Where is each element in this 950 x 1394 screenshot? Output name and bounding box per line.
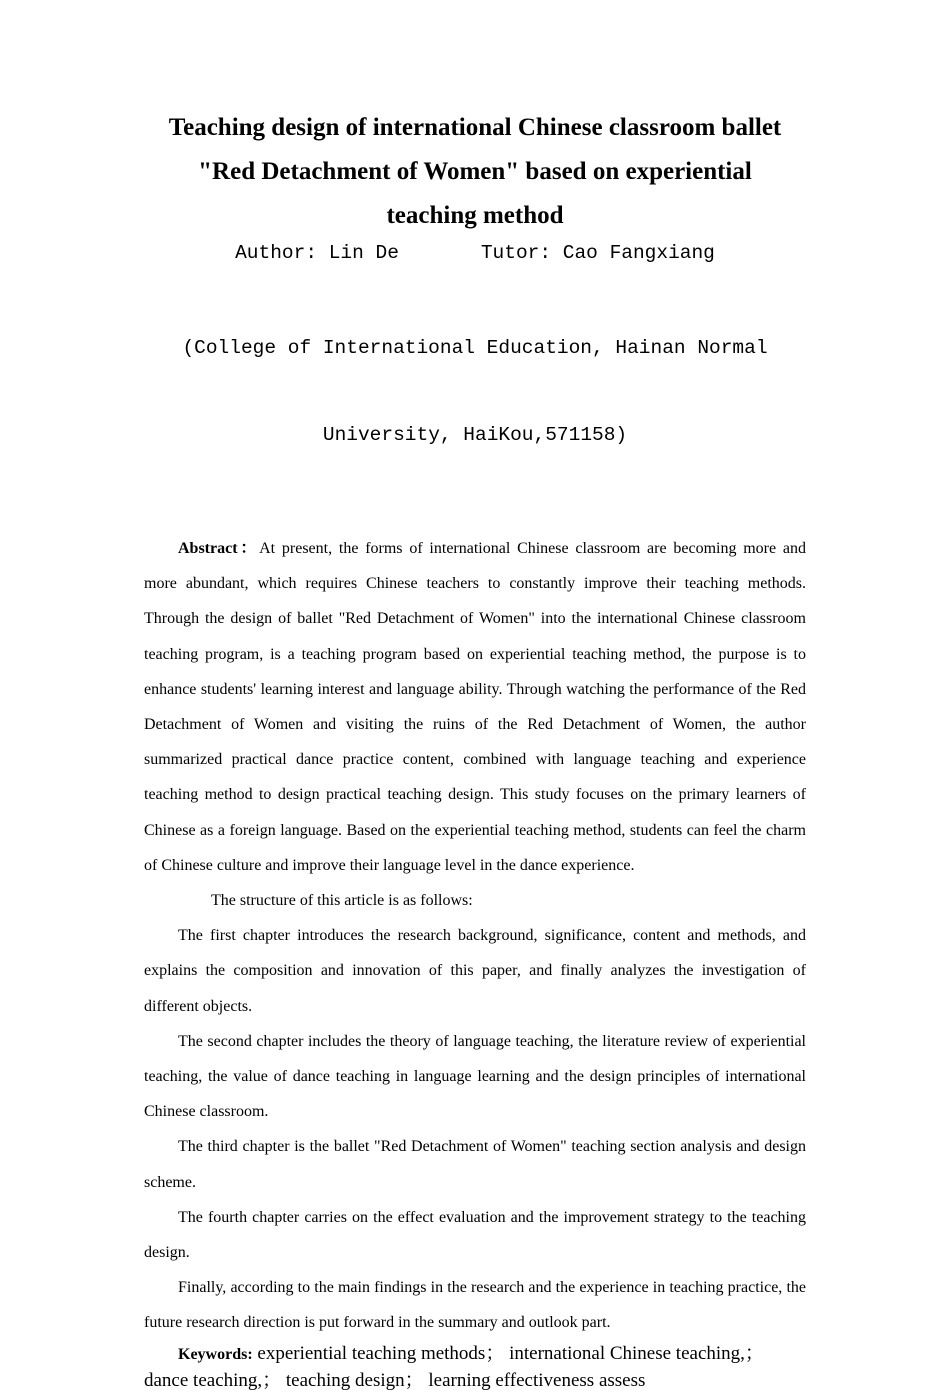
abstract-label: Abstract：: [178, 540, 260, 557]
abstract-section: [144, 531, 806, 1341]
affiliation-line: (College of International Education, Hainan Normal: [182, 337, 768, 359]
keywords-line: dance teaching,； teaching design； learning effectiveness assess: [144, 1369, 646, 1391]
affiliation-line: University, HaiKou,571158): [322, 424, 628, 446]
title-line: Teaching design of international Chinese classroom ballet: [168, 114, 782, 141]
abstract-paragraph: [144, 531, 806, 883]
title-line: "Red Detachment of Women" based on experiential: [198, 158, 752, 185]
document-page: [144, 106, 806, 1394]
keywords-line: [144, 1341, 806, 1368]
paper-title: [144, 106, 806, 238]
authors-line: Author: Lin De Tutor: Cao Fangxiang: [235, 242, 715, 264]
keywords-section: [144, 1341, 806, 1394]
affiliation: [144, 276, 806, 508]
chapter-paragraph: Finally, according to the main findings in the research and the experience in teaching practice, the future research direction is put forward in the summary and outlook part.: [144, 1279, 806, 1332]
chapter-paragraph: The third chapter is the ballet "Red Detachment of Women" teaching section analysis and design scheme.: [144, 1138, 806, 1191]
chapter-paragraph: The second chapter includes the theory of language teaching, the literature review of experiential teaching, the value of dance teaching in language learning and the design principles of international Chinese classroom.: [144, 1032, 806, 1121]
keywords-text: experiential teaching methods； international Chinese teaching,；: [252, 1342, 764, 1364]
chapter-paragraph: The first chapter introduces the research background, significance, content and methods, and explains the composition and innovation of this paper, and finally analyzes the investigation of different objects.: [144, 927, 806, 1015]
keywords-label: Keywords:: [178, 1345, 253, 1363]
chapter-paragraph: The fourth chapter carries on the effect evaluation and the improvement strategy to the teaching design.: [144, 1208, 806, 1262]
structure-intro: The structure of this article is as follows:: [211, 892, 473, 910]
title-line: teaching method: [386, 202, 564, 229]
abstract-text: At present, the forms of international Chinese classroom are becoming more and more abundant, which requires Chinese teachers to constantly improve their teaching methods. Through the design of ballet "Red Detachment of Women" into the international Chinese classroom teaching program, is a teaching program based on experiential teaching method, the purpose is to enhance students' learning interest and language ability. Through watching the performance of the Red Detachment of Women and visiting the ruins of the Red Detachment of Women, the author summarized practical dance practice content, combined with language teaching and experience teaching method to design practical teaching design. This study focuses on the primary learners of Chinese as a foreign language. Based on the experiential teaching method, students can feel the charm of Chinese culture and improve their language level in the dance experience.: [144, 540, 806, 874]
